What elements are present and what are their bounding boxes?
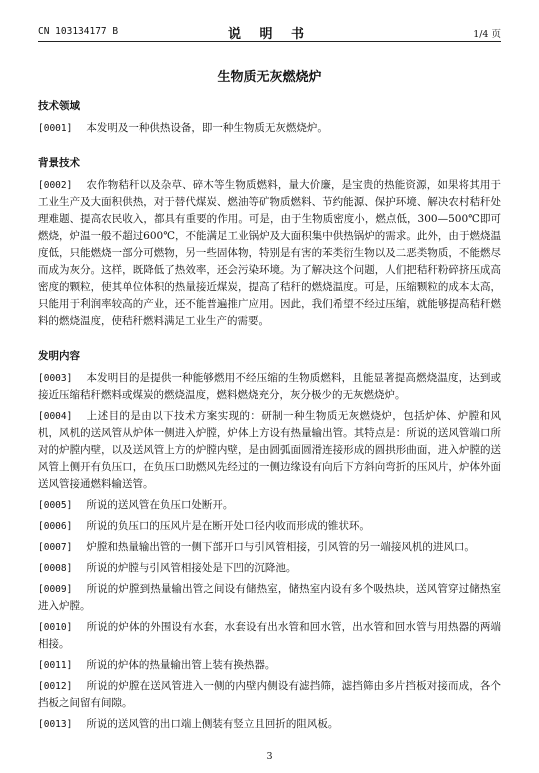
document-type: 说 明 书 [227, 27, 312, 42]
paragraph-text: 所说的炉体的外围设有水套，水套设有出水管和回水管，出水管和回水管与用热器的两端相接。 [38, 621, 501, 650]
paragraph-number: [0001] [38, 123, 73, 134]
paragraph [38, 560, 501, 577]
section-background [38, 155, 501, 330]
paragraph-number: [0004] [38, 411, 73, 422]
paragraph-number: [0002] [38, 180, 73, 191]
section-heading: 发明内容 [38, 350, 80, 362]
paragraph [38, 539, 501, 556]
paragraph-number: [0009] [38, 584, 73, 595]
paragraph-number: [0013] [38, 719, 73, 730]
paragraph-text: 所说的炉膛与引风管相接处是下凹的沉降池。 [86, 562, 297, 574]
paragraph [38, 716, 501, 733]
paragraph-text: 所说的炉膛到热量输出管之间设有储热室，储热室内设有多个吸热块，送风管穿过储热室进入炉膛。 [38, 583, 501, 612]
paragraph-text: 本发明目的是提供一种能够燃用不经压缩的生物质燃料，且能显著提高燃烧温度，达到或接近压缩秸秆燃料或煤炭的燃烧温度，燃料燃烧充分，灰分极少的无灰燃烧炉。 [38, 372, 501, 401]
section-summary [38, 348, 501, 733]
paragraph-number: [0003] [38, 373, 73, 384]
paragraph [38, 497, 501, 514]
paragraph [38, 619, 501, 653]
paragraph-number: [0007] [38, 542, 73, 553]
paragraph-text: 农作物秸秆以及杂草、碎木等生物质燃料，量大价廉，是宝贵的热能资源，如果将其用于工业生产及大面积供热，对于替代煤炭、燃油等矿物质燃料、节约能源、保护环境、解决农村秸秆处理难题、提高农民收入，都具有重要的作用。可是，由于生物质密度小，燃点低，300—500℃即可燃烧，炉温一般不超过600℃，不能满足工业锅炉及大面积集中供热锅炉的需求。此外，由于燃烧温度低，只能燃烧一部分可燃物，另一些固体物，特别是有害的苯类衍生物以及二恶类物质，不能燃尽而成为灰分。这样，既降低了热效率，还会污染环境。为了解决这个问题，人们把秸秆粉碎挤压成高密度的颗粒，使其单位体积的热量接近煤炭，提高了秸秆的燃烧温度。可是，压缩颗粒的成本太高，只能用于利润率较高的产业，还不能普遍推广应用。因此，我们希望不经过压缩，就能够提高秸秆燃料的燃烧温度，使秸秆燃料满足工业生产的需要。 [38, 179, 501, 327]
paragraph-text: 所说的炉膛在送风管进入一侧的内壁内侧设有滤挡筛，滤挡筛由多片挡板对接而成，各个挡板之间留有间隙。 [38, 680, 501, 709]
paragraph-number: [0012] [38, 681, 73, 692]
paragraph [38, 177, 501, 330]
paragraph-number: [0005] [38, 500, 73, 511]
paragraph [38, 678, 501, 712]
paragraph [38, 120, 501, 137]
page-header [38, 24, 501, 40]
paragraph-number: [0010] [38, 622, 73, 633]
header-rule [38, 41, 501, 42]
section-heading: 背景技术 [38, 157, 80, 169]
section-technical-field [38, 98, 501, 137]
paragraph-text: 所说的负压口的压风片是在断开处口径内收而形成的锥状环。 [86, 520, 370, 532]
patent-number: CN 103134177 B [38, 26, 119, 37]
paragraph-text: 本发明及一种供热设备，即一种生物质无灰燃烧炉。 [86, 122, 328, 134]
paragraph-text: 所说的炉体的热量输出管上装有换热器。 [86, 659, 276, 671]
section-heading: 技术领域 [38, 100, 80, 112]
paragraph-text: 所说的送风管在负压口处断开。 [86, 499, 234, 511]
paragraph-text: 上述目的是由以下技术方案实现的：研制一种生物质无灰燃烧炉，包括炉体、炉膛和风机，风机的送风管从炉体一侧进入炉膛，炉体上方设有热量输出管。其特点是：所说的送风管端口所对的炉膛内壁，以及送风管上方的炉膛内壁，是由圆弧面圆滑连接形成的圆拱形曲面，进入炉膛的送风管上侧开有负压口，在负压口助燃风先经过的一侧边缘设有向后下方斜向弯折的压风片，炉体外面送风管接通燃料输送管。 [38, 410, 501, 490]
document-body [38, 98, 501, 737]
paragraph [38, 581, 501, 615]
paragraph-text: 所说的送风管的出口端上侧装有竖立且回折的阻风板。 [86, 718, 339, 730]
paragraph [38, 370, 501, 404]
paragraph-number: [0006] [38, 521, 73, 532]
paragraph-number: [0011] [38, 660, 73, 671]
paragraph [38, 518, 501, 535]
paragraph [38, 657, 501, 674]
paragraph [38, 408, 501, 493]
document-title: 生物质无灰燃烧炉 [217, 70, 322, 85]
paragraph-text: 炉膛和热量输出管的一侧下部开口与引风管相接，引风管的另一端接风机的进风口。 [86, 541, 475, 553]
page-ratio: 1/4 页 [473, 29, 501, 40]
page-number: 3 [266, 751, 273, 762]
paragraph-number: [0008] [38, 563, 73, 574]
